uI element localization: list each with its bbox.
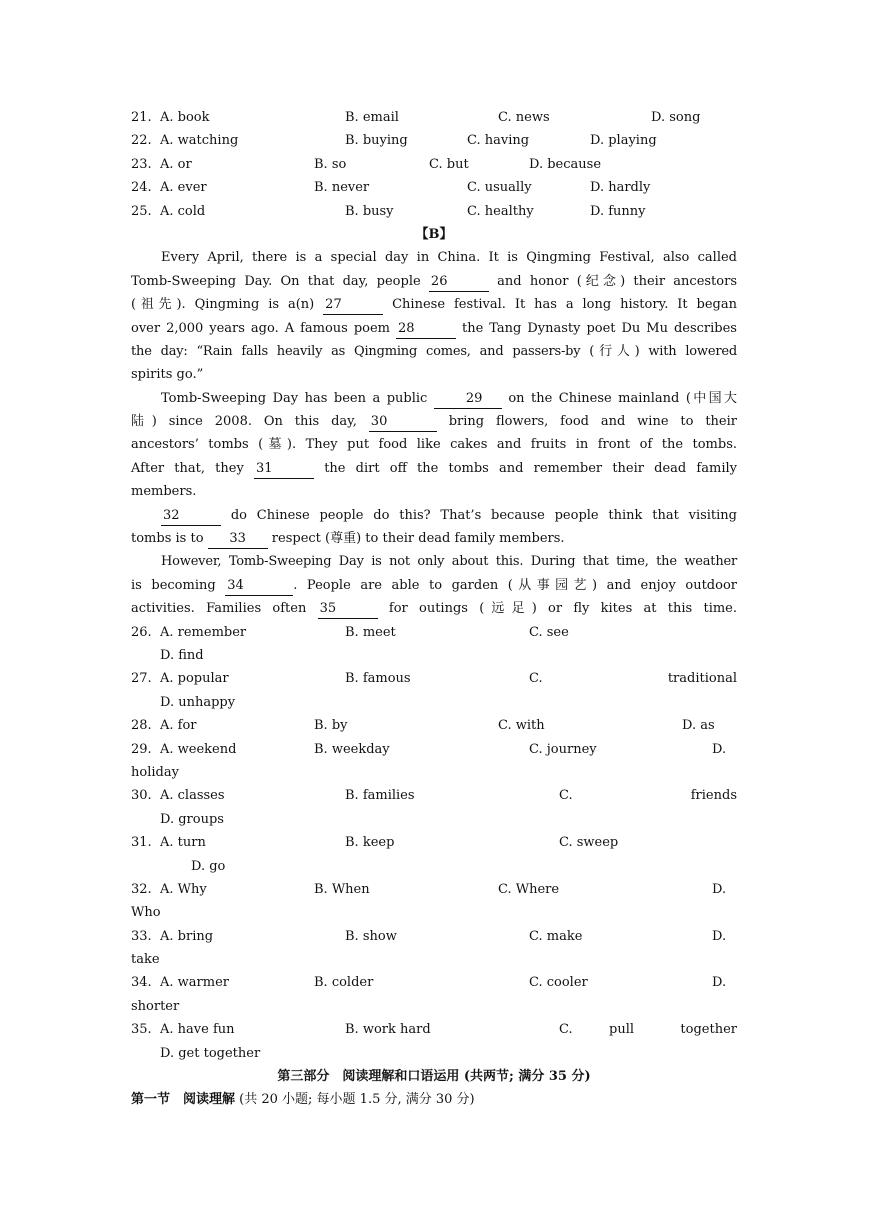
option-d: D. playing [590, 133, 657, 149]
passage-text: tombs is to [131, 531, 204, 547]
blank-35: 35 [318, 600, 378, 619]
passage-line [131, 387, 737, 410]
question-30-cont [131, 808, 737, 831]
option-c: C. make [529, 928, 583, 944]
option-a: A. popular [160, 671, 229, 687]
option-d: D. because [529, 156, 602, 172]
question-27 [131, 667, 737, 690]
question-number: 28. [131, 718, 152, 734]
passage-text: Chinese festival. It has a long history. It began [392, 297, 737, 313]
passage-text: is becoming [131, 577, 216, 593]
option-c: C. cooler [529, 975, 588, 991]
option-a: A. weekend [160, 741, 237, 757]
passage-text: Tomb-Sweeping Day has been a public [161, 390, 428, 406]
option-b: B. famous [345, 671, 411, 687]
blank-32: 32 [161, 507, 221, 526]
option-a: A. Why [160, 881, 207, 897]
passage-text: bring flowers, food and wine to their [448, 414, 737, 430]
passage-line [131, 504, 737, 527]
question-23 [131, 153, 737, 176]
blank-34: 34 [225, 577, 293, 596]
option-a: A. ever [160, 180, 207, 196]
question-25 [131, 200, 737, 223]
option-a: A. remember [160, 624, 247, 640]
option-d-text: Who [131, 905, 161, 921]
exam-page [131, 106, 737, 1112]
question-number: 26. [131, 624, 152, 640]
option-b: B. by [314, 718, 348, 734]
option-a: A. or [160, 156, 192, 172]
passage-line [131, 410, 737, 433]
question-29 [131, 738, 737, 761]
blank-33: 33 [208, 530, 268, 549]
question-33 [131, 925, 737, 948]
option-c-text: friends [690, 788, 737, 804]
option-b: B. weekday [314, 741, 390, 757]
option-c-text: pull [609, 1022, 635, 1038]
option-b: B. families [345, 788, 415, 804]
passage-text: . People are able to garden (从事园艺) and enjoy outdoor [293, 577, 737, 593]
passage-line [131, 457, 737, 480]
passage-text: do Chinese people do this? That’s because people think that visiting [230, 507, 738, 523]
passage-line [131, 574, 737, 597]
option-a: A. cold [160, 203, 206, 219]
passage-line: members. [131, 484, 197, 500]
option-d: D. groups [160, 811, 224, 827]
question-35-cont [131, 1042, 737, 1065]
passage-paragraph-4 [131, 550, 737, 620]
option-c: C. healthy [467, 203, 534, 219]
section-1-label: 第一节 阅读理解 [131, 1092, 236, 1108]
option-b: B. buying [345, 133, 408, 149]
option-d-text: take [131, 952, 160, 968]
section-1-note: (共 20 小题; 每小题 1.5 分, 满分 30 分) [235, 1092, 475, 1108]
question-number: 23. [131, 156, 152, 172]
blank-31: 31 [254, 460, 314, 479]
option-d: D. unhappy [160, 694, 236, 710]
question-32-cont [131, 901, 737, 924]
question-number: 27. [131, 671, 152, 687]
option-a: A. turn [160, 835, 206, 851]
blank-26: 26 [429, 273, 489, 292]
blank-28: 28 [396, 320, 456, 339]
option-c: C. news [498, 110, 550, 125]
blank-30: 30 [369, 413, 437, 432]
passage-text: respect (尊重) to their dead family members. [271, 531, 565, 547]
passage-paragraph-1 [131, 246, 737, 386]
question-number: 21. [131, 110, 152, 125]
question-number: 31. [131, 835, 152, 851]
question-number: 35. [131, 1022, 152, 1038]
question-31-cont [131, 855, 737, 878]
passage-paragraph-3 [131, 504, 737, 551]
question-32 [131, 878, 737, 901]
passage-line: However, Tomb-Sweeping Day is not only about this. During that time, the weather [161, 554, 737, 570]
question-number: 22. [131, 133, 152, 149]
passage-line [131, 293, 737, 316]
option-b: B. keep [345, 835, 395, 851]
option-c: C. but [429, 156, 469, 172]
passage-line: Every April, there is a special day in China. It is Qingming Festival, also called [161, 250, 737, 266]
option-d: D. as [682, 718, 715, 734]
option-d-text: shorter [131, 998, 180, 1014]
blank-27: 27 [323, 296, 383, 315]
passage-paragraph-2 [131, 387, 737, 504]
option-b: B. email [345, 110, 399, 125]
passage-line [131, 527, 737, 550]
blank-29: 29 [434, 390, 502, 409]
option-d: D. find [160, 647, 204, 663]
option-b: B. work hard [345, 1022, 431, 1038]
passage-text: the dirt off the tombs and remember their dead family [324, 460, 737, 476]
option-c: C. having [467, 133, 530, 149]
option-c: C. usually [467, 180, 532, 196]
option-c-letter: C. [559, 788, 573, 804]
passage-line [131, 270, 737, 293]
option-d: D. get together [160, 1045, 261, 1061]
option-c: C. sweep [559, 835, 619, 851]
option-d-letter: D. [712, 741, 727, 757]
option-d: D. go [191, 858, 226, 874]
question-28 [131, 714, 737, 737]
question-30 [131, 784, 737, 807]
option-a: A. bring [160, 928, 214, 944]
passage-line: spirits go.” [131, 367, 204, 383]
question-number: 34. [131, 975, 152, 991]
section-1-heading [131, 1088, 737, 1111]
option-b: B. When [314, 881, 370, 897]
option-d-text: holiday [131, 764, 179, 780]
option-c: C. see [529, 624, 569, 640]
passage-text: over 2,000 years ago. A famous poem [131, 320, 390, 336]
question-number: 24. [131, 180, 152, 196]
passage-line [131, 317, 737, 340]
passage-text: After that, they [131, 460, 244, 476]
option-d: D. song [651, 110, 701, 125]
passage-text: 陆) since 2008. On this day, [131, 414, 357, 430]
option-c-letter: C. [529, 671, 543, 687]
passage-line: the day: “Rain falls heavily as Qingming comes, and passers-by (行人) with lowered [131, 343, 737, 359]
passage-text: and honor (纪念) their ancestors [497, 273, 737, 289]
option-d-letter: D. [712, 975, 727, 991]
option-a: A. warmer [160, 975, 229, 991]
passage-line [131, 597, 737, 620]
option-c: C. Where [498, 881, 560, 897]
option-a: A. for [160, 718, 197, 734]
section-b-title: 【B】 [415, 226, 453, 242]
question-35 [131, 1018, 737, 1041]
passage-text: (祖先). Qingming is a(n) [131, 297, 315, 313]
question-29-cont [131, 761, 737, 784]
option-d-letter: D. [712, 881, 727, 897]
option-b: B. colder [314, 975, 374, 991]
option-b: B. never [314, 180, 370, 196]
question-33-cont [131, 948, 737, 971]
question-26 [131, 621, 737, 644]
question-24 [131, 176, 737, 199]
option-b: B. show [345, 928, 397, 944]
question-number: 33. [131, 928, 152, 944]
option-c-text-2: together [680, 1022, 737, 1038]
passage-text: for outings (远足) or fly kites at this time. [388, 601, 738, 617]
option-c: C. journey [529, 741, 597, 757]
question-number: 25. [131, 203, 152, 219]
option-d: D. hardly [590, 180, 651, 196]
option-b: B. so [314, 156, 347, 172]
passage-text: Tomb-Sweeping Day. On that day, people [131, 273, 421, 289]
question-27-cont [131, 691, 737, 714]
option-a: A. classes [160, 788, 225, 804]
option-b: B. meet [345, 624, 396, 640]
question-number: 29. [131, 741, 152, 757]
option-a: A. have fun [160, 1022, 235, 1038]
option-c-text: traditional [667, 671, 737, 687]
option-c: C. with [498, 718, 545, 734]
question-22 [131, 129, 737, 152]
option-c-letter: C. [559, 1022, 573, 1038]
question-31 [131, 831, 737, 854]
part-3-heading: 第三部分 阅读理解和口语运用 (共两节; 满分 35 分) [277, 1069, 591, 1085]
option-d-letter: D. [712, 928, 727, 944]
option-d: D. funny [590, 203, 646, 219]
question-number: 32. [131, 881, 152, 897]
question-26-cont [131, 644, 737, 667]
option-b: B. busy [345, 203, 394, 219]
question-21 [131, 106, 737, 129]
option-a: A. book [160, 110, 210, 125]
option-a: A. watching [160, 133, 239, 149]
passage-text: activities. Families often [131, 601, 307, 617]
passage-line: ancestors’ tombs (墓). They put food like cakes and fruits in front of the tombs. [131, 437, 737, 453]
question-34 [131, 971, 737, 994]
question-34-cont [131, 995, 737, 1018]
question-number: 30. [131, 788, 152, 804]
passage-text: on the Chinese mainland (中国大 [508, 390, 737, 406]
passage-text: the Tang Dynasty poet Du Mu describes [461, 320, 737, 336]
